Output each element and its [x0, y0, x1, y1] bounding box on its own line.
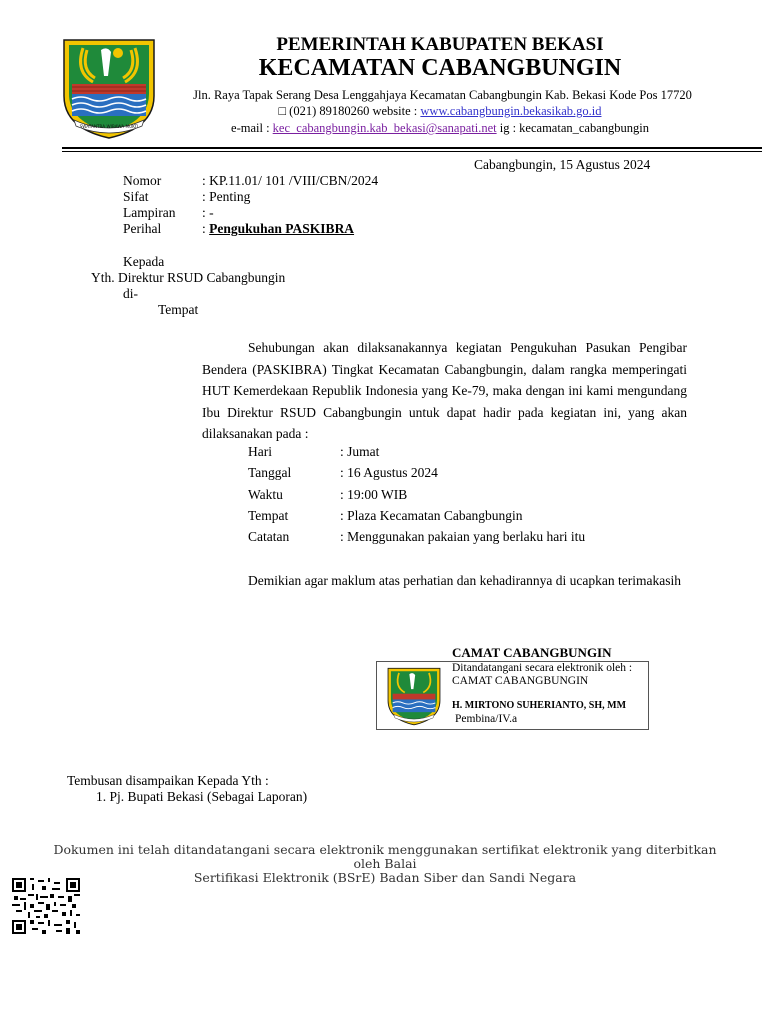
meta-label-lampiran: Lampiran: [123, 205, 176, 220]
signer-rank: Pembina/IV.a: [455, 713, 518, 725]
body-paragraph: Sehubungan akan dilaksanakannya kegiatan Pengukuhan Pasukan Pengibar Bendera (PASKIBRA) Tingkat Kecamatan Cabangbungin, dalam rangka memperingati HUT Kemerdekaan Republik Indonesia yang Ke-79, maka dengan ini kami mengundang Ibu Direktur RSUD Cabangbungin untuk dapat hadir pada kegiatan ini, yang akan dilaksanakan pada :: [202, 340, 687, 441]
meta-value-perihal: : Pengukuhan PASKIBRA: [202, 221, 355, 236]
schedule-label-waktu: Waktu: [248, 487, 283, 502]
recipient-name: Yth. Direktur RSUD Cabangbungin: [91, 270, 286, 285]
cc-heading: Tembusan disampaikan Kepada Yth :: [67, 773, 269, 788]
schedule-value-waktu: : 19:00 WIB: [340, 487, 408, 502]
schedule-value-tempat: : Plaza Kecamatan Cabangbungin: [340, 508, 523, 523]
esign-role: CAMAT CABANGBUNGIN: [452, 675, 589, 687]
header-email: [180, 121, 700, 136]
subject-text: Pengukuhan PASKIBRA: [209, 221, 355, 236]
esign-logo: [380, 666, 448, 726]
logo-motto: SWATANTRA WIBAWA MUKTI: [79, 124, 139, 129]
recipient-kepada: Kepada: [123, 254, 165, 269]
website-link[interactable]: www.cabangbungin.bekasikab.go.id: [420, 104, 602, 118]
meta-value-nomor: : KP.11.01/ 101 /VIII/CBN/2024: [202, 173, 379, 188]
footer-line-1: Dokumen ini telah ditandatangani secara elektronik menggunakan sertifikat elektronik yang diterbitkan oleh Balai: [53, 842, 717, 871]
esign-label: Ditandatangani secara elektronik oleh :: [452, 662, 633, 674]
footer-line-2: Sertifikasi Elektronik (BSrE) Badan Siber dan Sandi Negara: [193, 870, 577, 885]
instagram-text: ig : kecamatan_cabangbungin: [496, 121, 649, 135]
schedule-label-tempat: Tempat: [248, 508, 289, 523]
meta-label-nomor: Nomor: [123, 173, 162, 188]
header-government: PEMERINTAH KABUPATEN BEKASI: [276, 34, 604, 55]
schedule-value-hari: : Jumat: [340, 444, 380, 459]
closing-paragraph: Demikian agar maklum atas perhatian dan kehadirannya di ucapkan terimakasih: [248, 573, 681, 588]
esign-footer: [40, 843, 730, 885]
recipient-di: di-: [123, 286, 138, 301]
schedule-value-tanggal: : 16 Agustus 2024: [340, 465, 438, 480]
kabupaten-logo: [60, 36, 158, 140]
meta-value-sifat: : Penting: [202, 189, 251, 204]
signature-title: CAMAT CABANGBUNGIN: [452, 645, 612, 660]
meta-value-lampiran: : -: [202, 205, 214, 220]
esign-box: [376, 661, 649, 730]
header-divider: [62, 147, 762, 149]
qr-code: [12, 878, 80, 934]
schedule-label-catatan: Catatan: [248, 529, 290, 544]
schedule-label-hari: Hari: [248, 444, 272, 459]
email-label: e-mail :: [231, 121, 273, 135]
meta-label-sifat: Sifat: [123, 189, 149, 204]
recipient-place: Tempat: [158, 302, 199, 317]
header-divider-thin: [62, 151, 762, 152]
header-district: KECAMATAN CABANGBUNGIN: [258, 55, 622, 81]
header-contact: [180, 104, 700, 119]
cc-item: 1. Pj. Bupati Bekasi (Sebagai Laporan): [96, 789, 308, 804]
header-address: Jln. Raya Tapak Serang Desa Lenggahjaya Kecamatan Cabangbungin Kab. Bekasi Kode Pos 17720: [193, 88, 692, 102]
schedule-label-tanggal: Tanggal: [248, 465, 292, 480]
meta-label-perihal: Perihal: [123, 221, 162, 236]
signer-name: H. MIRTONO SUHERIANTO, SH, MM: [452, 700, 627, 711]
letter-date: Cabangbungin, 15 Agustus 2024: [474, 157, 651, 172]
email-link[interactable]: kec_cabangbungin.kab_bekasi@sanapati.net: [272, 121, 497, 135]
schedule-value-catatan: : Menggunakan pakaian yang berlaku hari itu: [340, 529, 586, 544]
phone-text: □ (021) 89180260 website :: [278, 104, 421, 118]
